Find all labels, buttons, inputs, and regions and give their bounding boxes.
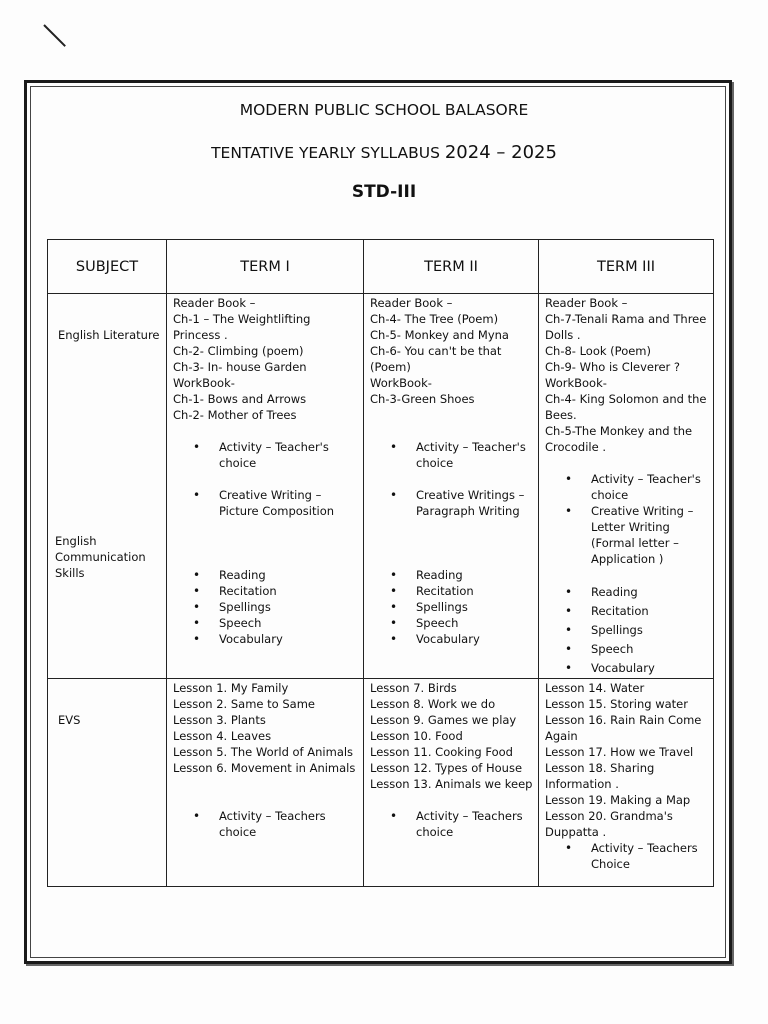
syllabus-title: TENTATIVE YEARLY SYLLABUS 2024 – 2025 (211, 142, 557, 163)
list-item: • Vocabulary (591, 659, 713, 678)
list-item: Ch-5-The Monkey and the (545, 424, 693, 438)
scan-mark (43, 24, 66, 47)
list-item: Lesson 12. Types of House (370, 761, 523, 775)
subject-cell-evs (48, 679, 167, 887)
english-term-2-cell (364, 294, 539, 679)
list-item: Dolls . (545, 328, 581, 342)
subject-english-literature: English Literature (58, 328, 160, 342)
list-item: Princess . (173, 328, 228, 342)
list-item: • Recitation (219, 583, 363, 599)
list-item: Lesson 8. Work we do (370, 697, 496, 711)
list-item: WorkBook- (545, 376, 607, 390)
writing-bullet: • Creative Writings – Paragraph Writing (370, 487, 538, 519)
list-item: Ch-9- Who is Cleverer ? (545, 360, 681, 374)
list-item: Ch-8- Look (Poem) (545, 344, 651, 358)
list-item: Lesson 17. How we Travel (545, 745, 694, 759)
list-item: Lesson 11. Cooking Food (370, 745, 513, 759)
list-item: Information . (545, 777, 619, 791)
list-item: • Spellings (416, 599, 538, 615)
skills-list (173, 567, 363, 647)
activity-bullet: • Activity – Teachers choice (173, 808, 363, 840)
english-term-1-cell (167, 294, 364, 679)
subject-cell-english (48, 294, 167, 679)
column-header-subject: SUBJECT (48, 240, 167, 294)
list-item: Ch-4- King Solomon and the (545, 392, 707, 406)
list-item: Lesson 5. The World of Animals (173, 745, 354, 759)
table-header-row (48, 240, 714, 294)
list-item: • Spellings (219, 599, 363, 615)
activity-bullet: • Activity – Teacher's choice (173, 439, 363, 471)
list-item: Crocodile . (545, 440, 606, 454)
list-item: • Speech (591, 640, 713, 659)
list-item: Lesson 16. Rain Rain Come (545, 713, 702, 727)
list-item: Lesson 10. Food (370, 729, 463, 743)
evs-term-1-cell (167, 679, 364, 887)
list-item: • Speech (219, 615, 363, 631)
list-item: Lesson 9. Games we play (370, 713, 517, 727)
list-item: Ch-7-Tenali Rama and Three (545, 312, 707, 326)
list-item: Again (545, 729, 578, 743)
list-item: Lesson 3. Plants (173, 713, 266, 727)
list-item: • Vocabulary (219, 631, 363, 647)
list-item: WorkBook- (370, 376, 432, 390)
list-item: Lesson 14. Water (545, 681, 645, 695)
column-header-term-1: TERM I (167, 240, 364, 294)
list-item: Lesson 18. Sharing (545, 761, 655, 775)
table-row-evs (48, 679, 714, 887)
syllabus-years: 2024 – 2025 (444, 142, 557, 163)
list-item: Ch-4- The Tree (Poem) (370, 312, 499, 326)
english-term-3-cell (539, 294, 714, 679)
list-item: Ch-6- You can't be that (370, 344, 502, 358)
list-item: Lesson 13. Animals we keep (370, 777, 533, 791)
list-item: • Recitation (591, 602, 713, 621)
list-item: • Spellings (591, 621, 713, 640)
list-item: Lesson 20. Grandma's (545, 809, 673, 823)
evs-term-3-cell (539, 679, 714, 887)
list-item: Bees. (545, 408, 577, 422)
list-item: Reader Book – (370, 296, 453, 310)
list-item: Ch-3-Green Shoes (370, 392, 475, 406)
column-header-term-3: TERM III (539, 240, 714, 294)
list-item: Ch-1 – The Weightlifting (173, 312, 311, 326)
list-item: Ch-2- Climbing (poem) (173, 344, 304, 358)
activity-bullet: • Activity – Teachers Choice (545, 840, 713, 872)
activity-bullet: • Activity – Teachers choice (370, 808, 538, 840)
skills-list (370, 567, 538, 647)
list-item: Ch-2- Mother of Trees (173, 408, 297, 422)
subject-evs: EVS (58, 713, 81, 727)
list-item: Duppatta . (545, 825, 607, 839)
list-item: Ch-3- In- house Garden (173, 360, 307, 374)
list-item: Lesson 1. My Family (173, 681, 289, 695)
list-item: • Reading (219, 567, 363, 583)
list-item: Ch-1- Bows and Arrows (173, 392, 307, 406)
school-name: MODERN PUBLIC SCHOOL BALASORE (239, 101, 529, 119)
list-item: Lesson 15. Storing water (545, 697, 688, 711)
activity-bullet: • Activity – Teacher's choice (370, 439, 538, 471)
activity-bullet: • Activity – Teacher's choice (545, 471, 713, 503)
syllabus-table (47, 239, 714, 887)
subject-english-communication: English Communication Skills (55, 534, 146, 580)
list-item: Lesson 19. Making a Map (545, 793, 691, 807)
evs-term-2-cell (364, 679, 539, 887)
skills-list (545, 583, 713, 678)
list-item: Lesson 2. Same to Same (173, 697, 315, 711)
list-item: Lesson 6. Movement in Animals (173, 761, 356, 775)
list-item: WorkBook- (173, 376, 235, 390)
list-item: Lesson 4. Leaves (173, 729, 272, 743)
table-row-english (48, 294, 714, 679)
column-header-term-2: TERM II (364, 240, 539, 294)
list-item: • Reading (591, 583, 713, 602)
standard-label: STD-III (351, 182, 417, 202)
list-item: Lesson 7. Birds (370, 681, 457, 695)
list-item: Reader Book – (545, 296, 628, 310)
writing-bullet: • Creative Writing – Letter Writing (Formal letter – Application ) (545, 503, 713, 567)
list-item: (Poem) (370, 360, 411, 374)
list-item: Ch-5- Monkey and Myna (370, 328, 509, 342)
list-item: Reader Book – (173, 296, 256, 310)
list-item: • Reading (416, 567, 538, 583)
writing-bullet: • Creative Writing – Picture Composition (173, 487, 363, 519)
list-item: • Vocabulary (416, 631, 538, 647)
list-item: • Speech (416, 615, 538, 631)
list-item: • Recitation (416, 583, 538, 599)
